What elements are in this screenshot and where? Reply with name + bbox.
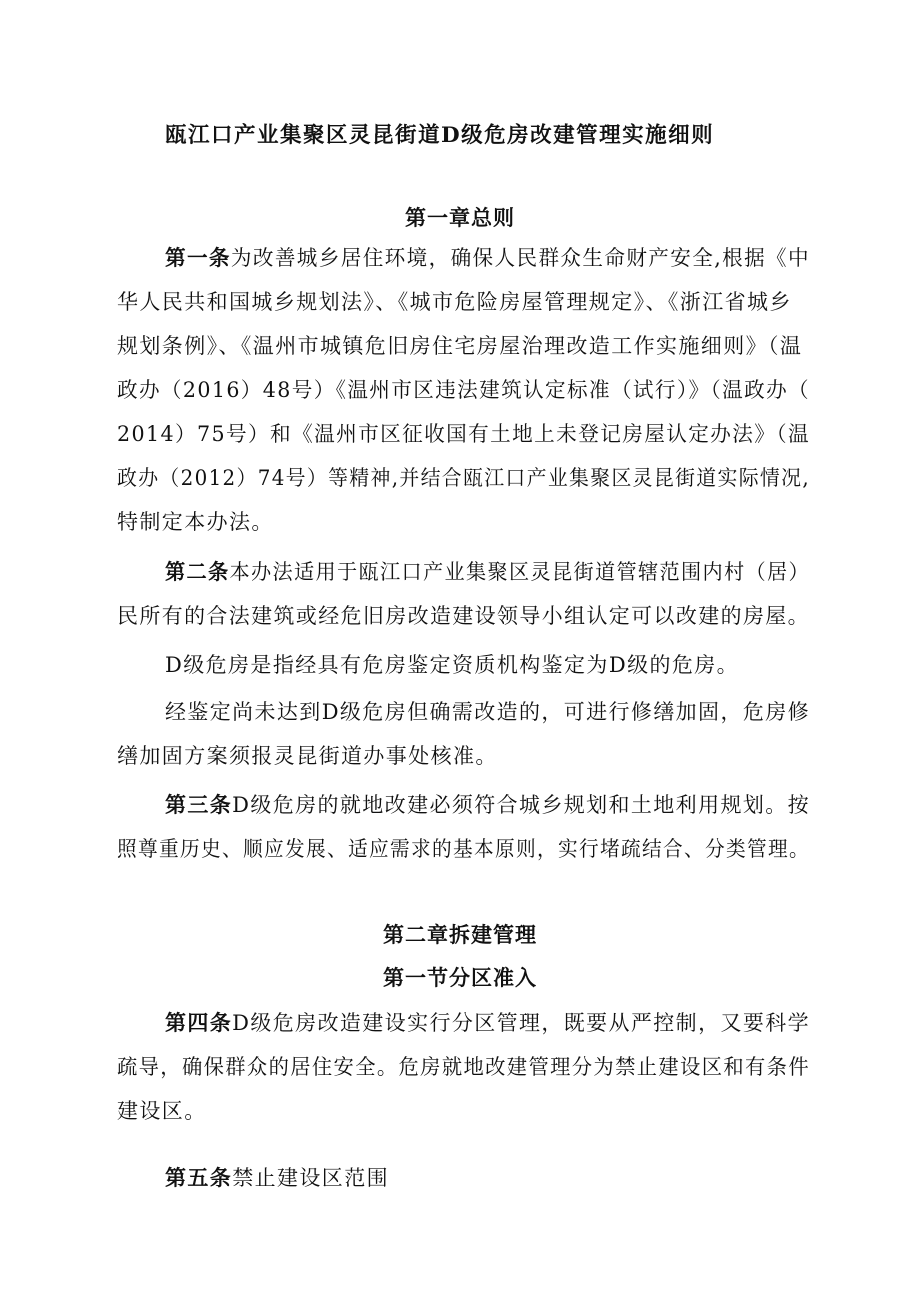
article-1-line-6: 政办（2012）74号）等精神,并结合瓯江口产业集聚区灵昆街道实际情况, (117, 466, 810, 490)
chapter-2-heading: 第二章拆建管理 (383, 922, 537, 947)
document-title: 瓯江口产业集聚区灵昆街道D级危房改建管理实施细则 (165, 123, 715, 148)
article-4-line-1: 第四条D级危房改造建设实行分区管理，既要从严控制，又要科学 (165, 1010, 811, 1035)
article-2-line-1: 第二条本办法适用于瓯江口产业集聚区灵昆街道管辖范围内村（居） (165, 559, 811, 584)
article-1-line-4: 政办（2016）48号）《温州市区违法建筑认定标准（试行）》（温政办（ (117, 378, 811, 402)
article-4-label: 第四条 (165, 1010, 233, 1035)
article-2-paragraph-3-line-2: 缮加固方案须报灵昆街道办事处核准。 (117, 744, 498, 768)
article-3-line-2: 照尊重历史、顺应发展、适应需求的基本原则，实行堵疏结合、分类管理。 (117, 837, 811, 861)
article-3-label: 第三条 (165, 792, 233, 817)
article-1-label: 第一条 (165, 245, 231, 270)
article-1-line-7: 特制定本办法。 (117, 510, 274, 534)
article-2-paragraph-2: D级危房是指经具有危房鉴定资质机构鉴定为D级的危房。 (165, 653, 740, 677)
chapter-1-heading: 第一章总则 (405, 205, 515, 230)
article-3-line-1: 第三条D级危房的就地改建必须符合城乡规划和土地利用规划。按 (165, 792, 811, 817)
article-5-label: 第五条 (165, 1165, 233, 1190)
article-1-line-3: 规划条例》、《温州市城镇危旧房住宅房屋治理改造工作实施细则》（温 (117, 334, 803, 358)
article-2-line-2: 民所有的合法建筑或经危旧房改造建设领导小组认定可以改建的房屋。 (117, 604, 811, 628)
article-4-line-2: 疏导，确保群众的居住安全。危房就地改建管理分为禁止建设区和有条件 (117, 1055, 810, 1079)
section-1-heading: 第一节分区准入 (383, 965, 537, 990)
article-1-line-2: 华人民共和国城乡规划法》、《城市危险房屋管理规定》、《浙江省城乡 (117, 290, 792, 314)
article-4-line-3: 建设区。 (117, 1099, 207, 1123)
article-2-label: 第二条 (165, 559, 230, 584)
article-1-line-1: 第一条为改善城乡居住环境，确保人民群众生命财产安全,根据《中 (165, 245, 810, 270)
article-5-line-1: 第五条禁止建设区范围 (165, 1165, 390, 1190)
article-2-paragraph-3-line-1: 经鉴定尚未达到D级危房但确需改造的，可进行修缮加固，危房修 (165, 700, 810, 724)
article-1-line-5: 2014）75号）和《温州市区征收国有土地上未登记房屋认定办法》（温 (117, 422, 810, 446)
